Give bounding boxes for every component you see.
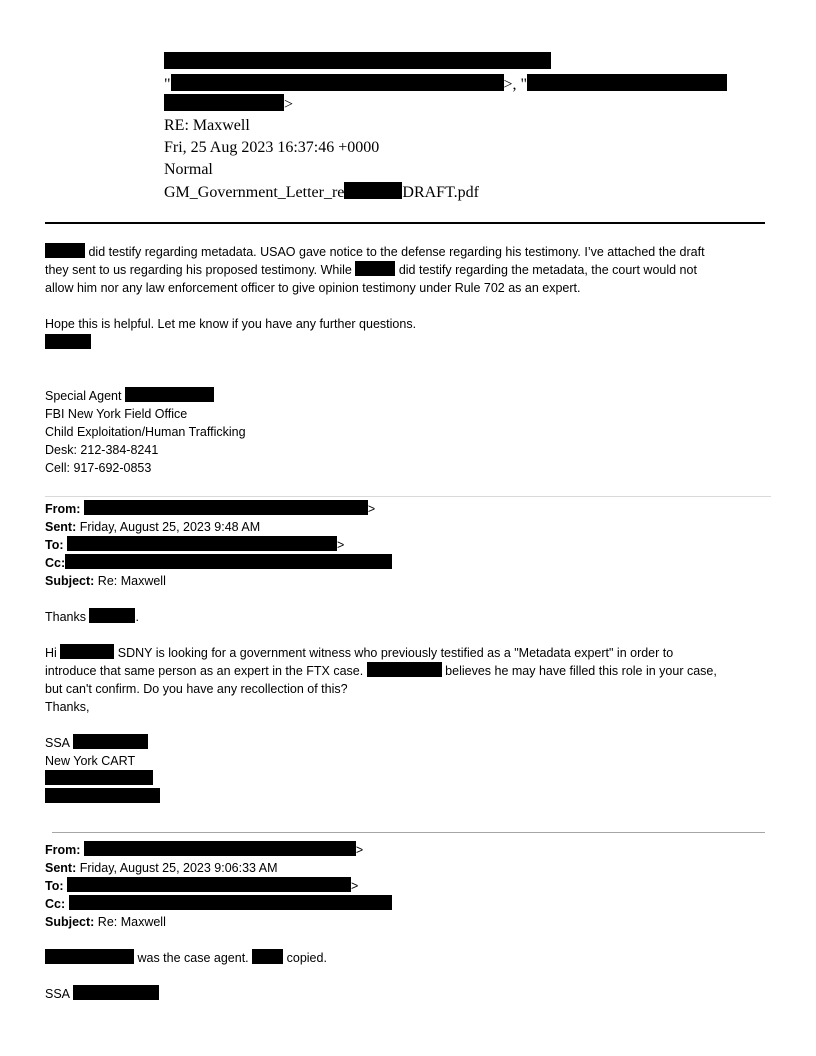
body-line: did testify regarding metadata. USAO gave notice to the defense regarding his testimony. I’ve attached the draft [45, 243, 705, 261]
signature-title: Special Agent [45, 387, 214, 405]
redaction [344, 182, 402, 199]
signature-cell: Cell: 917-692-0853 [45, 461, 152, 475]
email2-body-line: but can't confirm. Do you have any recollection of this? [45, 682, 348, 696]
redaction [67, 536, 337, 551]
email2-body-line: Thanks, [45, 700, 90, 714]
email2-sig-unit: New York CART [45, 754, 136, 768]
redaction [60, 644, 114, 659]
redaction [73, 985, 159, 1000]
signature-office: FBI New York Field Office [45, 407, 188, 421]
email2-body-line: Hi SDNY is looking for a government witness who previously testified as a "Metadata expert" in order to [45, 646, 674, 660]
redaction [67, 877, 351, 892]
redaction [73, 734, 148, 749]
header-divider [45, 222, 765, 224]
email3-from: From: > [45, 843, 364, 857]
email3-subject: Subject: Re: Maxwell [45, 915, 166, 929]
redaction [355, 261, 395, 276]
email2-body-line: introduce that same person as an expert in the FTX case. believes he may have filled this role in your case, [45, 664, 717, 678]
redaction [45, 788, 160, 803]
email-divider [52, 832, 765, 833]
subject-value: RE: Maxwell [164, 117, 250, 134]
email3-sent: Sent: Friday, August 25, 2023 9:06:33 AM [45, 861, 278, 875]
body-line: allow him nor any law enforcement officer to give opinion testimony under Rule 702 as an expert. [45, 281, 581, 295]
to-value: " >, " [164, 74, 727, 95]
redaction [84, 500, 368, 515]
redaction [367, 662, 442, 677]
email2-from: From: > [45, 502, 376, 516]
attachment-file[interactable]: GM_Government_Letter_re DRAFT.pdf [164, 184, 479, 201]
redaction [252, 949, 283, 964]
email2-to: To: > [45, 538, 345, 552]
body-line: Hope this is helpful. Let me know if you have any further questions. [45, 317, 417, 331]
email2-sent: Sent: Friday, August 25, 2023 9:48 AM [45, 520, 261, 534]
body-line [45, 334, 91, 352]
email2-sig-line [45, 788, 160, 806]
email2-sig-ssa: SSA [45, 734, 148, 752]
email2-cc: Cc: [45, 554, 392, 572]
email3-to: To: > [45, 879, 359, 893]
email2-thanks: Thanks . [45, 610, 139, 624]
redaction [45, 770, 153, 785]
importance-value: Normal [164, 161, 213, 178]
date-value: Fri, 25 Aug 2023 16:37:46 +0000 [164, 139, 380, 156]
email3-cc: Cc: [45, 895, 392, 913]
email3-body-line: was the case agent. copied. [45, 949, 327, 967]
redaction [527, 74, 727, 91]
body-line: they sent to us regarding his proposed testimony. While did testify regarding the metadata, the court would not [45, 263, 697, 277]
from-value [164, 52, 551, 73]
signature-unit: Child Exploitation/Human Trafficking [45, 425, 246, 439]
email3-sig-ssa: SSA [45, 985, 159, 1003]
email2-subject: Subject: Re: Maxwell [45, 574, 166, 588]
email-divider [45, 496, 771, 497]
redaction [45, 334, 91, 349]
redaction [69, 895, 392, 910]
redaction [125, 387, 214, 402]
redaction [45, 949, 134, 964]
redaction [89, 608, 135, 623]
redaction [65, 554, 392, 569]
redaction [171, 74, 504, 91]
redaction [164, 52, 551, 69]
redaction [164, 94, 284, 111]
redaction [45, 243, 85, 258]
signature-desk: Desk: 212-384-8241 [45, 443, 159, 457]
email2-sig-line [45, 770, 153, 788]
redaction [84, 841, 356, 856]
